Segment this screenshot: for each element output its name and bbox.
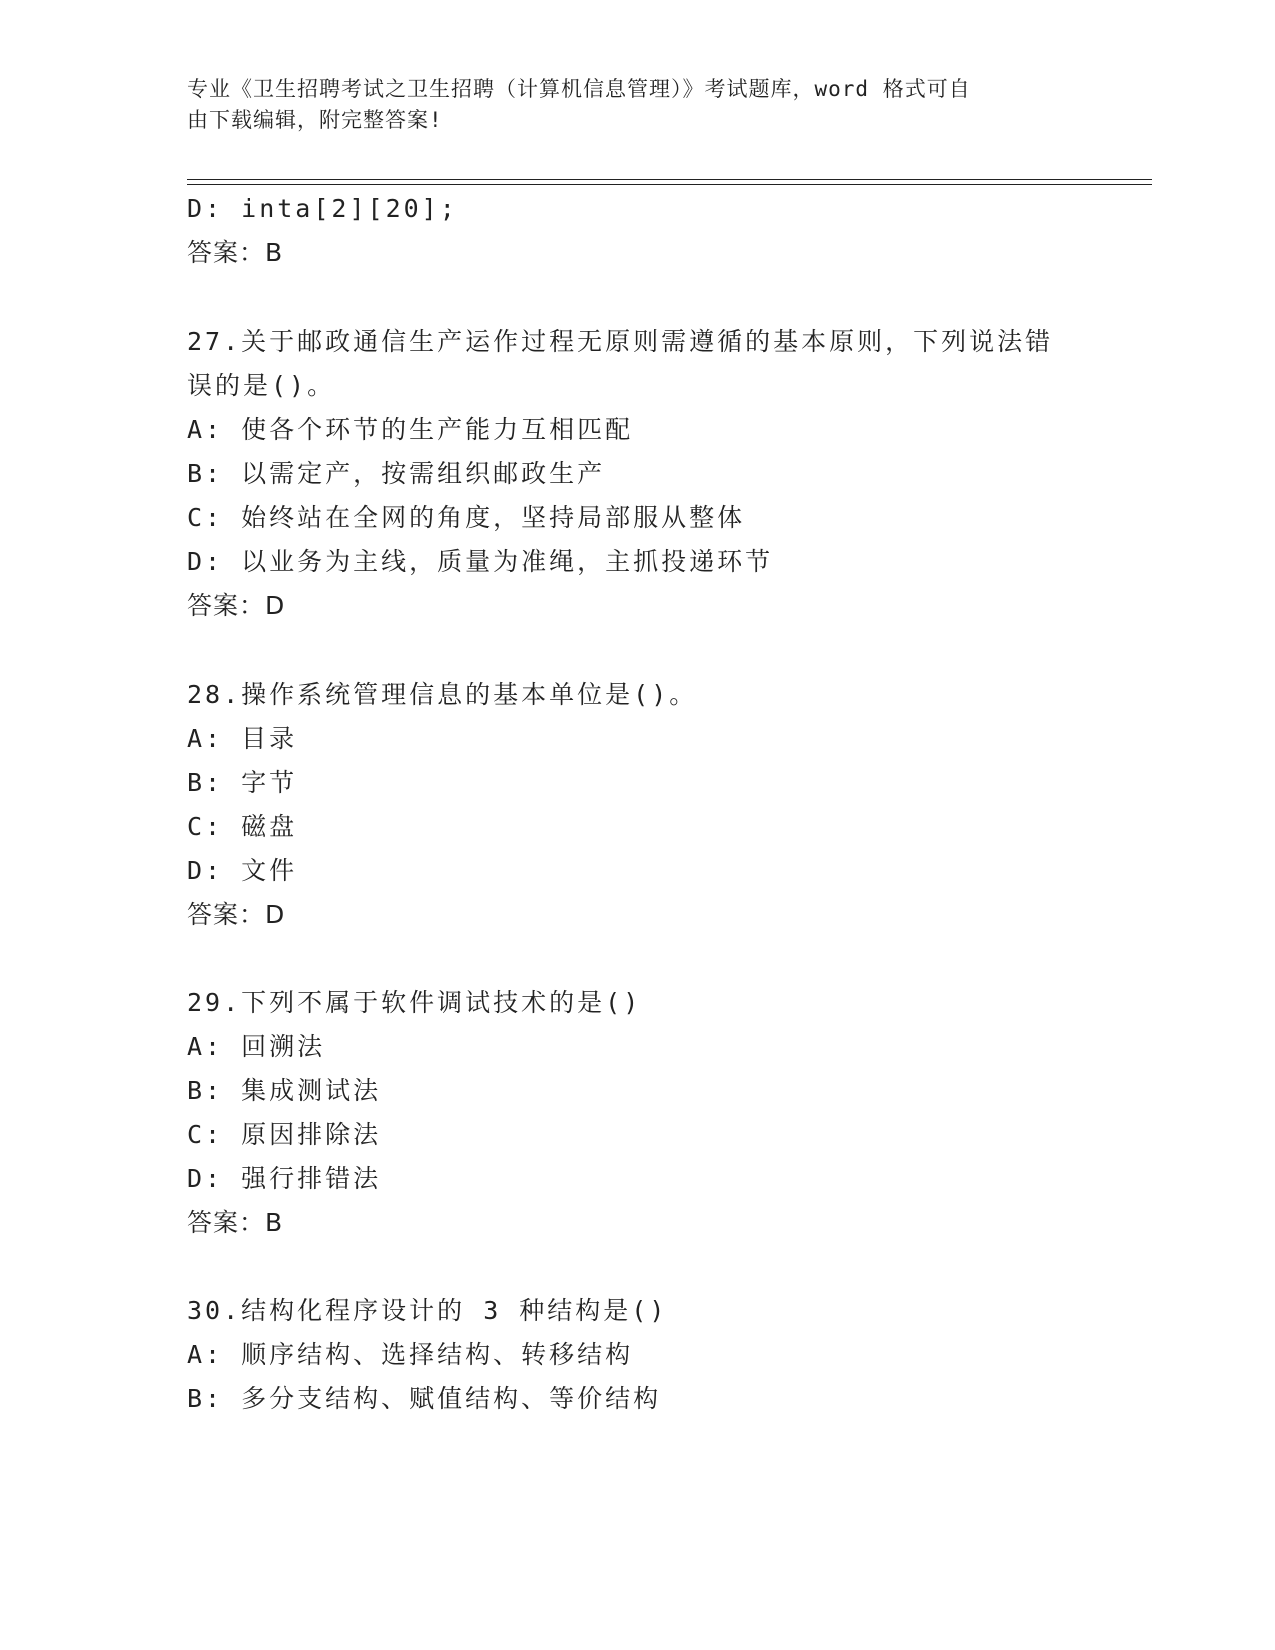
q27-title-line-1: 27.关于邮政通信生产运作过程无原则需遵循的基本原则，下列说法错 [187, 327, 1054, 356]
q27-title-line-2: 误的是()。 [187, 371, 336, 400]
q30-option-a: A: 顺序结构、选择结构、转移结构 [187, 1340, 634, 1369]
q28-option-a: A: 目录 [187, 724, 298, 753]
q30-option-b: B: 多分支结构、赋值结构、等价结构 [187, 1384, 662, 1413]
q29-title: 29.下列不属于软件调试技术的是() [187, 988, 642, 1017]
prev-question-answer: 答案：B [187, 238, 284, 267]
q29-option-a: A: 回溯法 [187, 1032, 326, 1061]
q29-option-d: D: 强行排错法 [187, 1164, 382, 1193]
q27-option-a: A: 使各个环节的生产能力互相匹配 [187, 415, 634, 444]
header-line-2: 由下载编辑，附完整答案! [187, 108, 443, 132]
q28-option-b: B: 字节 [187, 768, 298, 797]
q28-answer: 答案：D [187, 900, 286, 929]
q28-option-c: C: 磁盘 [187, 812, 298, 841]
q29-answer: 答案：B [187, 1208, 284, 1237]
q27-answer: 答案：D [187, 591, 286, 620]
q30-title: 30.结构化程序设计的 3 种结构是() [187, 1296, 668, 1325]
q29-option-b: B: 集成测试法 [187, 1076, 382, 1105]
q29-option-c: C: 原因排除法 [187, 1120, 382, 1149]
q27-option-c: C: 始终站在全网的角度，坚持局部服从整体 [187, 503, 746, 532]
q28-title: 28.操作系统管理信息的基本单位是()。 [187, 680, 698, 709]
q27-option-b: B: 以需定产，按需组织邮政生产 [187, 459, 606, 488]
q27-option-d: D: 以业务为主线，质量为准绳，主抓投递环节 [187, 547, 774, 576]
header-divider-top [187, 179, 1152, 180]
document-header [187, 74, 1087, 136]
header-line-1: 专业《卫生招聘考试之卫生招聘（计算机信息管理）》考试题库，word 格式可自 [187, 77, 971, 101]
header-divider-bottom [187, 184, 1152, 185]
prev-question-option-d: D: inta[2][20]; [187, 194, 458, 223]
q28-option-d: D: 文件 [187, 856, 298, 885]
